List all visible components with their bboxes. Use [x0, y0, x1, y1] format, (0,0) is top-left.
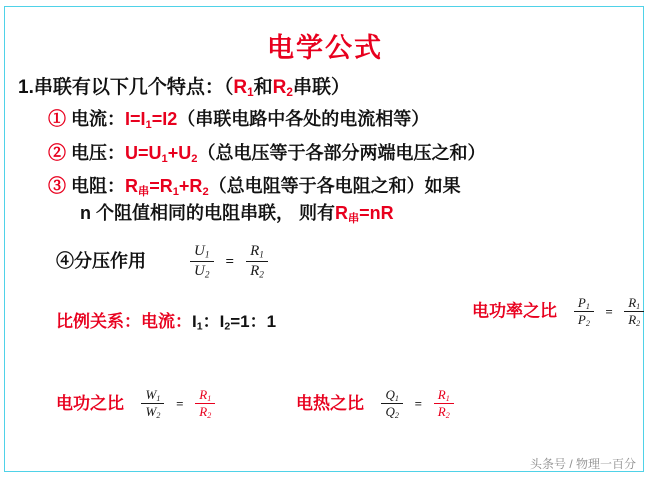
- heading-and: 和: [253, 77, 273, 98]
- r2-symbol-heat: R: [437, 404, 446, 420]
- r1-sub-heat: 1: [445, 394, 450, 403]
- work-ratio-equals: =: [176, 396, 184, 412]
- item4-label: 分压作用: [74, 250, 146, 271]
- item2-formula-a: U=U: [125, 143, 162, 163]
- fraction-r1-r2-power: [624, 296, 644, 329]
- r2-symbol-work: R: [199, 404, 208, 420]
- item3-formula-b: =R: [149, 176, 173, 196]
- fraction-r1-r2-work-numerator: [195, 388, 215, 404]
- r1-sub-work: 1: [207, 394, 212, 403]
- item2-formula-b-sub: 2: [191, 152, 198, 165]
- item4-equals: =: [225, 253, 235, 270]
- item1-marker: ①: [48, 109, 66, 129]
- item2-marker: ②: [48, 143, 66, 163]
- item1-formula-a: I=I: [125, 109, 146, 129]
- item-resistance: [48, 172, 461, 199]
- item3-marker: ③: [48, 176, 66, 196]
- fraction-r1-r2-heat: [434, 388, 454, 421]
- item-voltage: [48, 139, 485, 165]
- fraction-w1-w2-numerator: [141, 388, 164, 404]
- item3-formula-c: +R: [178, 176, 203, 196]
- fraction-q1-q2: [381, 388, 402, 421]
- q2-symbol: Q: [385, 404, 395, 420]
- item3-line2-r: R: [335, 203, 348, 223]
- heat-ratio-equals: =: [414, 396, 423, 412]
- heat-ratio-line: [296, 388, 454, 421]
- r1-symbol: R: [250, 243, 260, 259]
- fraction-p1-p2-numerator: [574, 296, 594, 312]
- w2-symbol: W: [145, 404, 157, 420]
- item2-note: （总电压等于各部分两端电压之和）: [197, 143, 486, 163]
- q1-sub: 1: [394, 394, 399, 403]
- u1-sub: 1: [204, 250, 210, 261]
- r2-sub-work: 2: [207, 411, 212, 421]
- work-ratio-label: 电功之比: [56, 393, 124, 413]
- power-ratio-label: 电功率之比: [472, 301, 557, 321]
- power-ratio-line: [472, 296, 644, 329]
- page-title: 电学公式: [267, 33, 383, 63]
- item2-label: 电压：: [71, 143, 126, 163]
- watermark-text: 头条号 / 物理一百分: [529, 457, 636, 471]
- ratio-i1: I: [192, 312, 197, 331]
- heading-r1-sub: 1: [247, 85, 254, 99]
- fraction-r1-r2-denominator: [246, 262, 268, 281]
- fraction-r1-r2-heat-denominator: [434, 404, 454, 421]
- ratio-line: [56, 307, 276, 333]
- item3-line2-tail: =nR: [359, 203, 394, 223]
- heat-ratio-label: 电热之比: [296, 393, 364, 413]
- item-resistance-second-line: [80, 199, 394, 226]
- item2-formula-b: +U: [167, 143, 192, 163]
- fraction-r1-r2-numerator: [246, 243, 268, 262]
- ratio-label: 比例关系：电流：: [56, 312, 192, 331]
- r2-symbol-power: R: [628, 312, 637, 328]
- item3-formula-a-sub: 串: [138, 185, 150, 198]
- item1-note: （串联电路中各处的电流相等）: [177, 109, 430, 129]
- fraction-w1-w2-denominator: [141, 404, 164, 421]
- r1-symbol-power: R: [628, 295, 637, 310]
- r1-symbol-heat: R: [437, 387, 446, 402]
- item3-note: （总电阻等于各电阻之和）如果: [208, 176, 461, 196]
- q1-symbol: Q: [385, 387, 395, 402]
- r1-sub-power: 1: [636, 302, 641, 311]
- w1-sub: 1: [156, 394, 161, 403]
- ratio-i1-sub: 1: [196, 320, 203, 333]
- heading-r2-sub: 2: [286, 85, 293, 99]
- item-voltage-divider: [56, 243, 268, 281]
- fraction-r1-r2-work-denominator: [195, 404, 215, 421]
- w2-sub: 2: [156, 411, 161, 421]
- fraction-p1-p2: [574, 296, 594, 329]
- item-current: [48, 105, 429, 131]
- u1-symbol: U: [194, 243, 205, 259]
- fraction-w1-w2: [141, 388, 164, 421]
- ratio-i2-sub: 2: [224, 320, 231, 333]
- item2-formula-a-sub: 1: [161, 152, 168, 165]
- r1-symbol-work: R: [199, 387, 208, 402]
- ratio-colon: ：I: [202, 312, 225, 331]
- fraction-q1-q2-numerator: [381, 388, 402, 404]
- item3-formula-c-sub: 2: [202, 185, 209, 198]
- heading-tail: 串联）: [292, 77, 350, 98]
- fraction-q1-q2-denominator: [381, 404, 402, 421]
- r1-sub: 1: [259, 250, 264, 261]
- item3-label: 电阻：: [71, 176, 126, 196]
- fraction-r1-r2-heat-numerator: [434, 388, 454, 404]
- fraction-u1-u2: [190, 243, 214, 281]
- w1-symbol: W: [145, 387, 157, 402]
- item3-formula-a: R: [125, 176, 139, 196]
- fraction-p1-p2-denominator: [574, 312, 594, 329]
- r2-symbol: R: [250, 263, 260, 279]
- fraction-r1-r2-work: [195, 388, 215, 421]
- fraction-r1-r2-power-denominator: [624, 312, 644, 329]
- item1-formula-b: =I2: [151, 109, 178, 129]
- p2-sub: 2: [585, 319, 590, 329]
- heading-index: 1.: [18, 77, 34, 98]
- heading-text: 串联有以下几个特点：（: [33, 77, 234, 98]
- item1-formula-sub: 1: [145, 118, 152, 131]
- item3-line2-r-sub: 串: [348, 212, 360, 225]
- fraction-u1-u2-denominator: [190, 262, 214, 281]
- item3-formula-b-sub: 1: [172, 185, 179, 198]
- heading-r2: R: [272, 77, 287, 98]
- power-ratio-equals: =: [605, 304, 613, 320]
- p1-symbol: P: [577, 295, 586, 310]
- fraction-u1-u2-numerator: [190, 243, 214, 262]
- fraction-r1-r2: [246, 243, 268, 281]
- q2-sub: 2: [394, 411, 399, 421]
- work-ratio-line: [56, 388, 215, 421]
- u2-symbol: U: [194, 263, 205, 279]
- heading-r1: R: [233, 77, 248, 98]
- item3-line2-text: n 个阻值相同的电阻串联， 则有: [80, 203, 335, 223]
- p2-symbol: P: [577, 312, 586, 328]
- fraction-r1-r2-power-numerator: [624, 296, 644, 312]
- p1-sub: 1: [585, 302, 590, 311]
- item1-label: 电流：: [71, 109, 126, 129]
- r2-sub: 2: [259, 270, 264, 281]
- heading-line: [18, 72, 350, 99]
- r2-sub-power: 2: [636, 319, 641, 329]
- ratio-tail: =1：1: [230, 312, 277, 331]
- r2-sub-heat: 2: [445, 411, 450, 421]
- u2-sub: 2: [204, 270, 210, 281]
- item4-marker: ④: [56, 250, 74, 271]
